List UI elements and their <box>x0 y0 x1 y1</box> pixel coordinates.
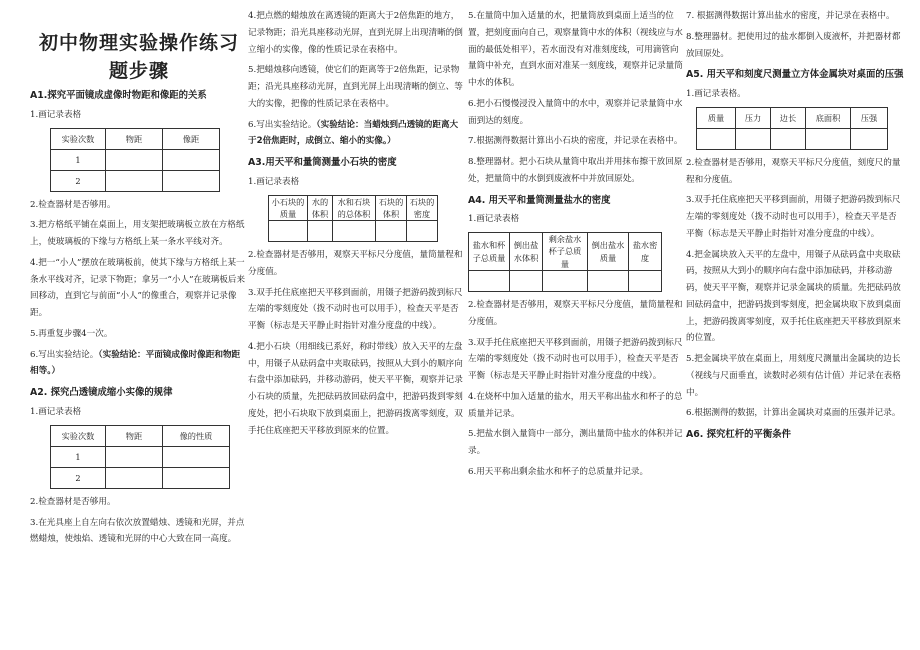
table-cell <box>269 221 308 242</box>
paragraph: 5.把盐水倒入量筒中一部分，测出量筒中盐水的体积并记录。 <box>468 429 683 456</box>
table-header: 边长 <box>771 107 806 128</box>
column-4 <box>686 8 904 446</box>
paragraph: 1.画记录表格 <box>248 176 300 187</box>
table-cell <box>469 271 510 292</box>
a3-record-table <box>268 195 438 243</box>
table-cell: 2 <box>51 170 106 191</box>
paragraph <box>30 347 248 381</box>
table-cell <box>543 271 588 292</box>
a1-record-table <box>50 128 220 192</box>
table-header: 物距 <box>106 128 163 149</box>
table-cell <box>588 271 629 292</box>
paragraph: 8.整理器材。把使用过的盐水都倒入废液杯，并把器材都放回原处。 <box>686 31 901 59</box>
table-header: 倒出盐水体积 <box>510 233 543 271</box>
a4-record-table <box>468 232 662 292</box>
section-a2-heading: A2. 探究凸透镜成缩小实像的规律 <box>30 387 173 399</box>
table-cell <box>629 271 662 292</box>
table-header: 盐水密度 <box>629 233 662 271</box>
table-cell <box>333 221 376 242</box>
section-a3-heading: A3.用天平和量筒测量小石块的密度 <box>248 157 397 168</box>
table-cell: 1 <box>51 149 106 170</box>
section-a1-heading: A1.探究平面镜成虚像时物距和像距的关系 <box>30 90 207 102</box>
column-2 <box>248 8 466 443</box>
table-header: 小石块的质量 <box>269 195 308 221</box>
table-header: 像距 <box>163 128 220 149</box>
column-1 <box>30 8 248 552</box>
table-cell <box>510 271 543 292</box>
table-header: 剩余盐水杯子总质量 <box>543 233 588 271</box>
table-cell: 1 <box>51 446 106 467</box>
paragraph: 2.检查器材是否够用，观察天平标尺分度值，刻度尺的量程和分度值。 <box>686 157 901 185</box>
column-3 <box>468 8 686 485</box>
table-cell <box>407 221 438 242</box>
table-header: 物距 <box>106 425 163 446</box>
paragraph: 5.把金属块平放在桌面上，用刻度尺测量出金属块的边长（视线与尺面垂直，读数时必须有估计值）并记录在表格中。 <box>686 354 901 398</box>
table-cell <box>106 170 163 191</box>
paragraph: 6.用天平称出剩余盐水和杯子的总质量并记录。 <box>468 466 649 477</box>
table-cell <box>736 128 771 149</box>
table-cell <box>851 128 888 149</box>
table-cell <box>163 467 230 488</box>
table-cell <box>106 446 163 467</box>
paragraph: 2.检查器材是否够用，观察天平标尺分度值，量筒量程和分度值。 <box>248 250 463 277</box>
paragraph: 4.在烧杯中加入适量的盐水，用天平称出盐水和杯子的总质量并记录。 <box>468 391 683 419</box>
table-cell <box>697 128 736 149</box>
table-header: 压强 <box>851 107 888 128</box>
table-header: 石块的体积 <box>376 195 407 221</box>
section-a4-heading: A4. 用天平和量筒测量盐水的密度 <box>468 194 611 206</box>
paragraph: 5.在量筒中加入适量的水，把量筒放到桌面上适当的位置，把刻度面向自己，观察量筒中水的体积（视线应与水面的最低处相平），若水面没有对准刻度线，可用滴管向量筒中补充，直到水面对准某一刻度线，观察并记录量筒中水的体积。 <box>468 11 683 88</box>
table-header: 水和石块的总体积 <box>333 195 376 221</box>
table-cell: 2 <box>51 467 106 488</box>
table-cell <box>106 467 163 488</box>
paragraph: 4.把金属块放入天平的左盘中，用镊子从砝码盒中夹取砝码，按照从大到小的顺序向右盘中添加砝码，并移动游码，使天平平衡，观察并记录金属块的质量。先把砝码放回砝码盒中，把游码拨到零刻度，把金属块取下放到桌面上，把游码拨离零刻度，双手托住底座把天平移放到原来的位置。 <box>686 249 901 344</box>
conclusion-text: （实验结论：当蜡烛到凸透镜的距离大于2倍焦距时，成倒立、缩小的实像。） <box>248 119 459 147</box>
paragraph-text: 6.写出实验结论。 <box>30 349 99 360</box>
paragraph: 6.根据测得的数据，计算出金属块对桌面的压强并记录。 <box>686 408 901 419</box>
paragraph: 5.再重复步骤4一次。 <box>30 328 113 339</box>
paragraph <box>248 117 466 151</box>
table-cell <box>163 446 230 467</box>
conclusion-text: （实验结论：平面镜成像时像距和物距相等。） <box>30 349 241 377</box>
section-a5-heading: A5. 用天平和刻度尺测量立方体金属块对桌面的压强 <box>686 69 904 81</box>
paragraph-text: 6.写出实验结论。 <box>248 119 317 130</box>
paragraph: 4.把一“小人”摆放在玻璃板前，使其下缘与方格纸上某一条水平线对齐，记录下物距；拿另一“小人”在玻璃板后来回移动，直到它与前面“小人”的像重合，观察并记录像距。 <box>30 257 246 319</box>
paragraph: 8.整理器材。把小石块从量筒中取出并用抹布擦干放回原处，把量筒中的水倒到废液杯中并放回原处。 <box>468 157 683 184</box>
paragraph: 2.检查器材是否够用。 <box>30 199 116 210</box>
table-header: 水的体积 <box>308 195 333 221</box>
table-cell <box>163 170 220 191</box>
paragraph: 4.把小石块（用细线已系好，称时带线）放入天平的左盘中，用镊子从砝码盒中夹取砝码，按照从大到小的顺序向右盘中添加砝码，并移动游码，使天平平衡，观察并记录小石块的质量，先把砝码放回砝码盒中，把游码拨到零刻度处，把小石块取下放到桌面上，把游码拨离零刻度，双手托住底座把天平移放到原来的位置。 <box>248 341 463 436</box>
table-header: 压力 <box>736 107 771 128</box>
paragraph: 5.把蜡烛移向透镜，使它们的距离等于2倍焦距，记录物距；沿光具座移动光屏，直到光屏上出现清晰的倒立、等大的实像，把像的性质记录在表格中。 <box>248 65 463 109</box>
paragraph: 1.画记录表格 <box>30 407 82 418</box>
page-title: 初中物理实验操作练习题步骤 <box>38 32 239 82</box>
table-header: 实验次数 <box>51 425 106 446</box>
paragraph: 3.双手托住底座把天平移到面前，用镊子把游码拨到标尺左端的零刻度处（拨不动时也可以用手），检查天平是否平衡（标志是天平静止时指针对准分度盘的中线）。 <box>686 195 901 239</box>
paragraph: 7. 根据测得数据计算出盐水的密度，并记录在表格中。 <box>686 11 895 21</box>
table-header: 质量 <box>697 107 736 128</box>
paragraph: 2.检查器材是否够用，观察天平标尺分度值，量筒量程和分度值。 <box>468 300 683 327</box>
paragraph: 1.画记录表格 <box>468 214 520 225</box>
paragraph: 3.双手托住底座把天平移到面前，用镊子把游码拨到标尺左端的零刻度处（拨不动时也可以用手），检查天平是否平衡（标志是天平静止时指针对准分度盘的中线）。 <box>468 337 683 381</box>
table-cell <box>106 149 163 170</box>
table-header: 像的性质 <box>163 425 230 446</box>
table-header: 石块的密度 <box>407 195 438 221</box>
paragraph: 2.检查器材是否够用。 <box>30 496 116 507</box>
table-cell <box>806 128 851 149</box>
section-a6-heading: A6. 探究杠杆的平衡条件 <box>686 429 791 441</box>
table-header: 倒出盐水质量 <box>588 233 629 271</box>
paragraph: 6.把小石慢慢浸没入量筒中的水中，观察并记录量筒中水面到达的刻度。 <box>468 98 683 126</box>
table-header: 盐水和杯子总质量 <box>469 233 510 271</box>
paragraph: 4.把点燃的蜡烛放在离透镜的距离大于2倍焦距的地方，记录物距；沿光具座移动光屏，直到光屏上出现清晰的倒立缩小的实像，像的性质记录在表格中。 <box>248 11 463 55</box>
a2-record-table <box>50 425 230 489</box>
paragraph: 3.双手托住底座把天平移到面前，用镊子把游码拨到标尺左端的零刻度处（拨不动时也可以用手），检查天平是否平衡（标志是天平静止时指针对准分度盘的中线）。 <box>248 287 463 332</box>
a5-record-table <box>696 107 888 150</box>
paragraph: 1.画记录表格。 <box>686 89 746 100</box>
paragraph: 3.在光具座上自左向右依次放置蜡烛、透镜和光屏，并点燃蜡烛，使烛焰、透镜和光屏的中心大致在同一高度。 <box>30 517 245 545</box>
paragraph: 7.根据测得数据计算出小石块的密度，并记录在表格中。 <box>468 136 683 147</box>
table-header: 底面积 <box>806 107 851 128</box>
table-cell <box>376 221 407 242</box>
paragraph: 3.把方格纸平铺在桌面上，用支架把玻璃板立放在方格纸上，使玻璃板的下缘与方格纸上某一条水平线对齐。 <box>30 220 245 248</box>
table-header: 实验次数 <box>51 128 106 149</box>
paragraph: 1.画记录表格 <box>30 109 82 120</box>
table-cell <box>308 221 333 242</box>
table-cell <box>771 128 806 149</box>
table-cell <box>163 149 220 170</box>
